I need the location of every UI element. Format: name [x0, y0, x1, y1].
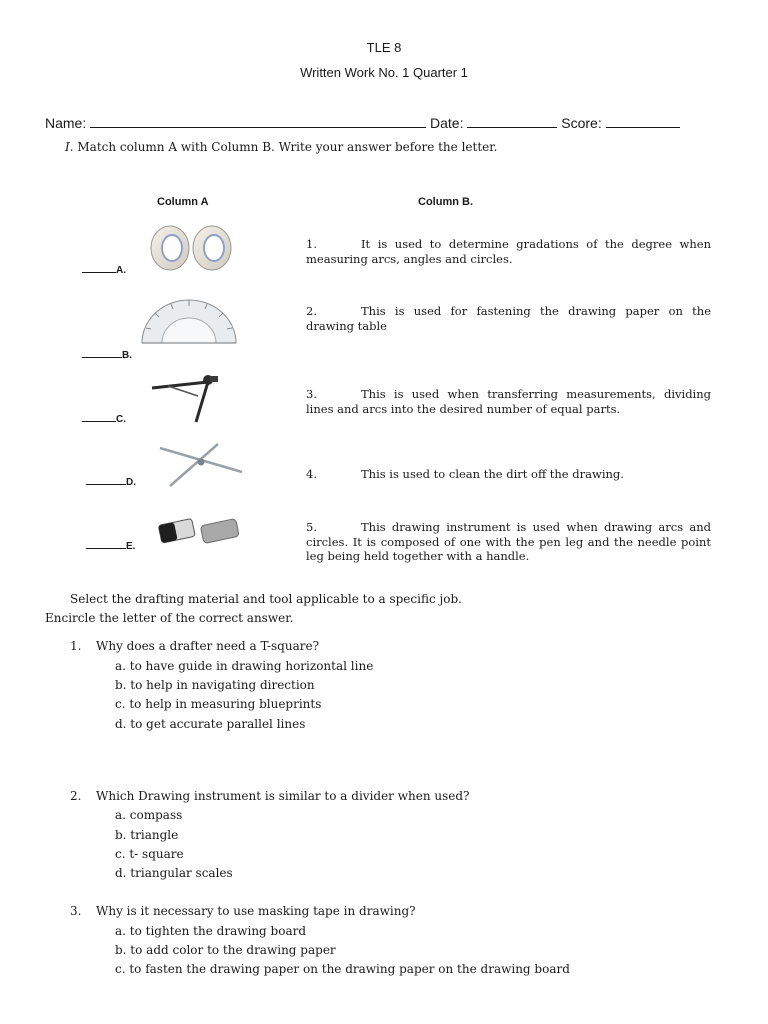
compass-icon: [148, 372, 246, 424]
part1-instruction: [65, 140, 498, 154]
column-b-item-1: [306, 237, 711, 266]
option[interactable]: d. triangular scales: [115, 866, 233, 880]
question-text: Which Drawing instrument is similar to a divider when used?: [96, 789, 470, 803]
worksheet-subtitle: Written Work No. 1 Quarter 1: [300, 65, 468, 80]
answer-blank[interactable]: [86, 475, 126, 485]
answer-slot-b[interactable]: [82, 348, 132, 361]
answer-slot-e[interactable]: [86, 539, 135, 552]
divider-icon: [154, 440, 248, 490]
letter-label: E.: [126, 541, 136, 552]
score-label: Score:: [561, 115, 602, 131]
masking-tape-rolls-icon: [148, 224, 236, 272]
part1-instruction-text: Match column A with Column B. Write your answer before the letter.: [77, 140, 498, 154]
question-2: [70, 789, 469, 803]
date-field[interactable]: [467, 115, 557, 128]
question-number: 1.: [70, 639, 82, 653]
part2-intro-line2: Encircle the letter of the correct answer.: [45, 611, 294, 625]
question-text: Why is it necessary to use masking tape in drawing?: [96, 904, 416, 918]
answer-slot-a[interactable]: [82, 263, 126, 276]
letter-label: C.: [116, 414, 126, 425]
column-b-item-4: [306, 467, 711, 482]
option[interactable]: a. to have guide in drawing horizontal line: [115, 659, 374, 673]
item-number: 4.: [306, 467, 317, 481]
option[interactable]: c. to fasten the drawing paper on the drawing paper on the drawing board: [115, 962, 570, 976]
protractor-icon: [140, 298, 238, 346]
option[interactable]: d. to get accurate parallel lines: [115, 717, 306, 731]
item-number: 1.: [306, 237, 317, 251]
student-info-line: [45, 115, 680, 131]
item-number: 3.: [306, 387, 317, 401]
part2-intro-line1: Select the drafting material and tool applicable to a specific job.: [70, 592, 462, 606]
item-number: 5.: [306, 520, 317, 534]
answer-slot-d[interactable]: [86, 475, 136, 488]
part1-numeral: I.: [65, 140, 74, 154]
column-b-header: Column B.: [418, 196, 473, 208]
answer-blank[interactable]: [82, 263, 116, 273]
item-text: It is used to determine gradations of the degree when measuring arcs, angles and circles.: [306, 237, 711, 266]
question-text: Why does a drafter need a T-square?: [96, 639, 319, 653]
date-label: Date:: [430, 115, 464, 131]
answer-blank[interactable]: [82, 412, 116, 422]
letter-label: A.: [116, 265, 126, 276]
question-1: [70, 639, 319, 653]
question-3: [70, 904, 416, 918]
option[interactable]: a. to tighten the drawing board: [115, 924, 307, 938]
name-label: Name:: [45, 115, 87, 131]
worksheet-title: TLE 8: [366, 40, 402, 55]
option[interactable]: a. compass: [115, 808, 183, 822]
item-text: This is used to clean the dirt off the drawing.: [361, 467, 624, 481]
column-a-header: Column A: [157, 196, 209, 208]
option[interactable]: b. to help in navigating direction: [115, 678, 315, 692]
option[interactable]: b. triangle: [115, 828, 179, 842]
letter-label: D.: [126, 477, 136, 488]
question-number: 3.: [70, 904, 82, 918]
item-text: This drawing instrument is used when drawing arcs and circles. It is composed of one with the pen leg and the needle point leg being held together with a handle.: [306, 520, 711, 563]
answer-slot-c[interactable]: [82, 412, 126, 425]
question-number: 2.: [70, 789, 82, 803]
name-field[interactable]: [90, 115, 426, 128]
option[interactable]: c. t- square: [115, 847, 184, 861]
answer-blank[interactable]: [82, 348, 122, 358]
score-field[interactable]: [606, 115, 680, 128]
letter-label: B.: [122, 350, 132, 361]
eraser-icon: [156, 508, 242, 550]
column-b-item-2: [306, 304, 711, 333]
item-text: This is used for fastening the drawing paper on the drawing table: [306, 304, 711, 333]
column-b-item-3: [306, 387, 711, 416]
item-text: This is used when transferring measurements, dividing lines and arcs into the desired number of equal parts.: [306, 387, 711, 416]
option[interactable]: c. to help in measuring blueprints: [115, 697, 322, 711]
column-b-item-5: [306, 520, 711, 564]
option[interactable]: b. to add color to the drawing paper: [115, 943, 336, 957]
item-number: 2.: [306, 304, 317, 318]
answer-blank[interactable]: [86, 539, 126, 549]
